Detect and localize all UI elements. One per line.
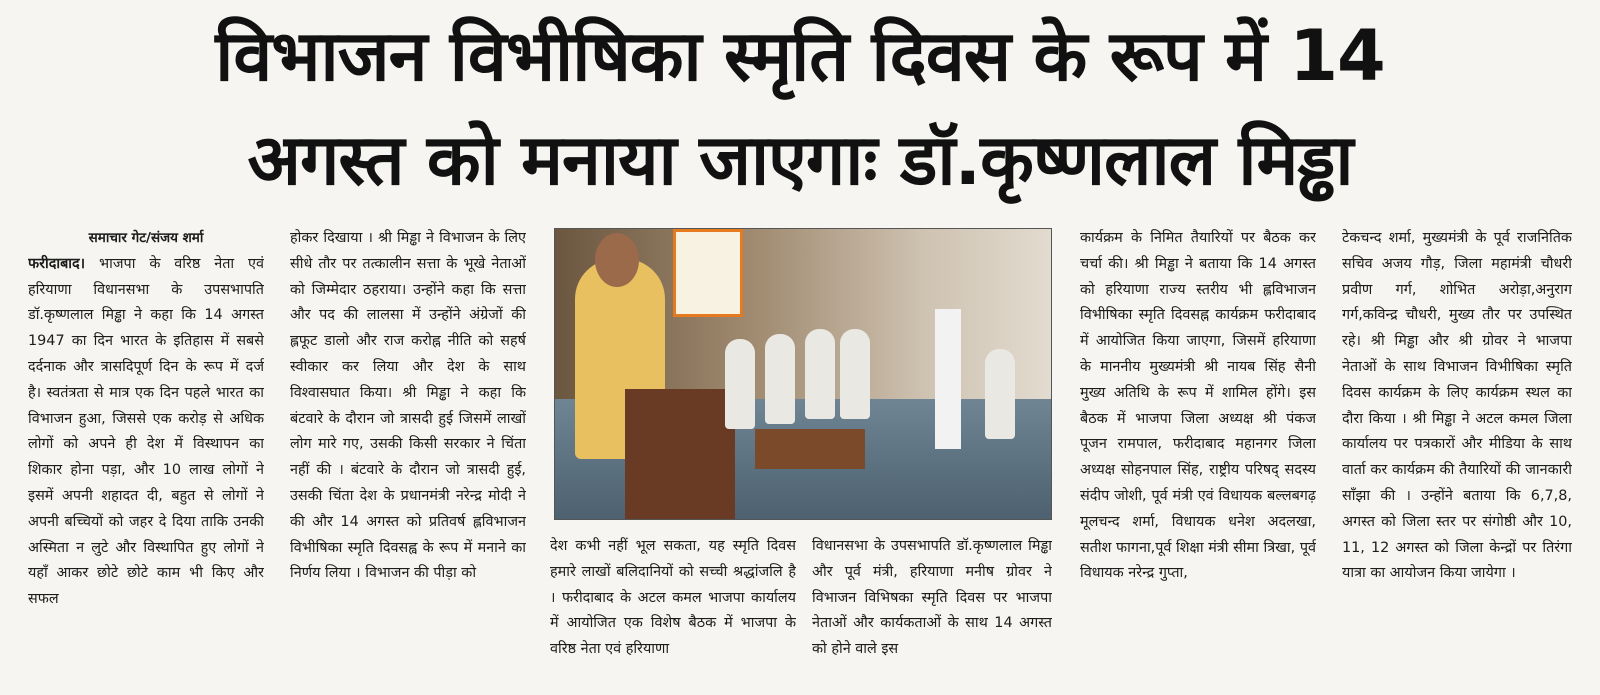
article-column-5 bbox=[1080, 226, 1316, 678]
column-4-text: विधानसभा के उपसभापति डॉ.कृष्णलाल मिड्ढा और पूर्व मंत्री, हरियाणा मनीष ग्रोवर ने विभाजन विभिषका स्मृति दिवस पर भाजपा नेताओं और कार्यकताओं के साथ 14 अगस्त को होने वाले इस bbox=[812, 538, 1052, 658]
podium bbox=[625, 389, 735, 519]
party-banner bbox=[673, 229, 743, 317]
column-6-text: टेकचन्द शर्मा, मुख्यमंत्री के पूर्व राजनितिक सचिव अजय गौड़, जिला महामंत्री चौधरी प्रवीण गर्ग, शोभित अरोड़ा,अनुराग गर्ग,कविन्द्र चौधरी, मुख्य तौर पर उपस्थित रहे। श्री मिड्ढा और श्री ग्रोवर ने भाजपा नेताओं के साथ विभाजन विभीषिका स्मृति दिवस कार्यक्रम के लिए कार्यक्रम स्थल का दौरा किया । श्री मिड्ढा ने अटल कमल जिला कार्यालय पर पत्रकारों और मीडिया के साथ वार्ता कर कार्यक्रम की तैयारियों की जानकारी साँझा की । उन्होंने बताया कि 6,7,8, अगस्त को जिला स्तर पर संगोष्ठी और 10, 11, 12 अगस्त को जिला केन्द्रों पर तिरंगा यात्रा का आयोजन किया जायेगा । bbox=[1342, 230, 1572, 582]
article-column-3 bbox=[550, 534, 796, 674]
headline-line-1: विभाजन विभीषिका स्मृति दिवस के रूप में 14 bbox=[215, 15, 1385, 97]
article-column-6 bbox=[1342, 226, 1572, 678]
column-3-text: देश कभी नहीं भूल सकता, यह स्मृति दिवस हमारे लाखों बलिदानियों को सच्ची श्रद्धांजलि है । फरीदाबाद के अटल कमल भाजपा कार्यालय में आयोजित एक विशेष बैठक में भाजपा के वरिष्ठ नेता एवं हरियाणा bbox=[550, 538, 796, 658]
dateline-place: फरीदाबाद। bbox=[28, 255, 86, 272]
headline-line-2: अगस्त को मनाया जाएगाः डॉ.कृष्णलाल मिड्ढा bbox=[247, 119, 1353, 201]
column-1-text: भाजपा के वरिष्ठ नेता एवं हरियाणा विधानसभा के उपसभापति डॉ.कृष्णलाल मिड्ढा ने कहा कि 14 अगस्त 1947 का दिन भारत के इतिहास में सबसे दर्दनाक और त्रासदिपूर्ण दिन के रूप में दर्ज है। स्वतंत्रता से मात्र एक दिन पहले भारत का विभाजन हुआ, जिससे एक करोड़ से अधिक लोगों को अपने ही देश में विस्थापन का शिकार होना पड़ा, और 10 लाख लोगों ने इसमें अपनी शहादत दी, बहुत से लोगों ने अपनी बच्चियों को जहर दे दिया ताकि उनकी अस्मिता न लुटे और विस्थापित हुए लोगों ने यहाँ आकर छोटे छोटे काम भी किए और सफल bbox=[28, 255, 264, 608]
byline: समाचार गेट/संजय शर्मा bbox=[88, 230, 204, 246]
column-5-text: कार्यक्रम के निमित तैयारियों पर बैठक कर चर्चा की। श्री मिड्ढा ने बताया कि 14 अगस्त को हरियाणा राज्य स्तरीय भी ह्लविभाजन विभीषिका स्मृति दिवसह्न कार्यक्रम फरीदाबाद में आयोजित किया जाएगा, जिसमें हरियाणा के माननीय मुख्यमंत्री श्री नायब सिंह सैनी मुख्य अतिथि के रूप में शामिल होंगे। इस बैठक में भाजपा जिला अध्यक्ष श्री पंकज पूजन रामपाल, फरीदाबाद महानगर जिला अध्यक्ष सोहनपाल सिंह, राष्ट्रीय परिषद् सदस्य संदीप जोशी, पूर्व मंत्री एवं विधायक बल्लबगढ़ मूलचन्द शर्मा, विधायक धनेश अदलखा, सतीश फागना,पूर्व शिक्षा मंत्री सीमा त्रिखा, पूर्व विधायक नरेन्द्र गुप्ता, bbox=[1080, 230, 1316, 582]
meeting-photo bbox=[554, 228, 1052, 520]
article-column-4 bbox=[812, 534, 1052, 674]
article-column-1 bbox=[28, 226, 264, 678]
article-column-2 bbox=[290, 226, 526, 678]
column-2-text: होकर दिखाया । श्री मिड्ढा ने विभाजन के लिए सीधे तौर पर तत्कालीन सत्ता के भूखे नेताओं को जिम्मेदार ठहराया। उन्होंने कहा कि सत्ता और पद की लालसा में उन्होंने अंग्रेजों की ह्लफूट डालो और राज करोह्न नीति को सहर्ष स्वीकार कर लिया और देश के साथ विश्वासघात किया। श्री मिड्ढा ने कहा कि बंटवारे के दौरान जो त्रासदी हुई जिसमें लाखों लोग मारे गए, उसकी किसी सरकार ने चिंता नहीं की । बंटवारे के दौरान जो त्रासदी हुई, उसकी चिंता देश के प्रधानमंत्री नरेन्द्र मोदी ने की और 14 अगस्त को प्रतिवर्ष ह्लविभाजन विभीषिका स्मृति दिवसह्व के रूप में मनाने का निर्णय लिया । विभाजन की पीड़ा को bbox=[290, 230, 526, 582]
